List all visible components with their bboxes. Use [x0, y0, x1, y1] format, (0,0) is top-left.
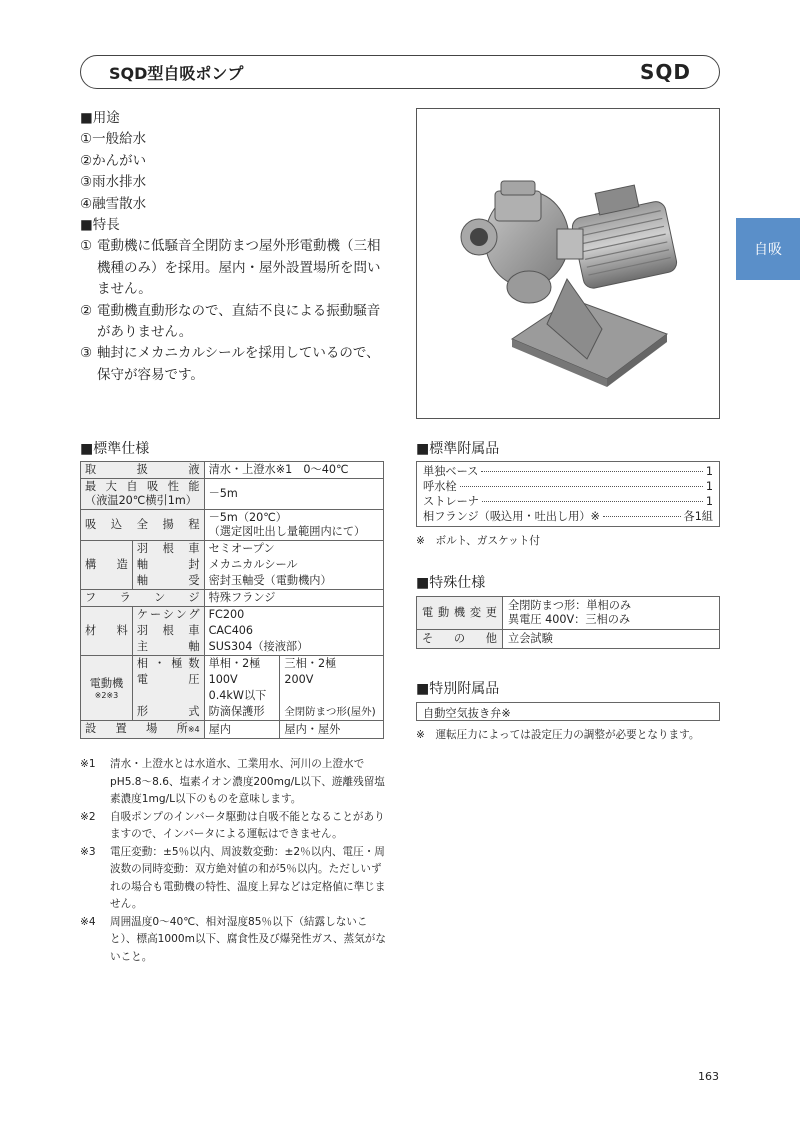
note-item: [80, 809, 390, 844]
accessories-title: ■ 標準附属品: [416, 438, 499, 458]
spec-group-note: ※2※3: [94, 690, 119, 700]
feature-text: 電動機に低騒音全閉防まつ屋外形電動機（三相: [97, 238, 381, 255]
spec-value: 屋内・屋外: [280, 721, 384, 739]
feature-number: ①: [80, 238, 93, 255]
spec-notes: [80, 756, 390, 966]
note-text: 周囲温度0～40℃、相対湿度85％以下（結露しないこと）、標高1000m以下、腐食性及び爆発性ガス、蒸気がないこと。: [110, 915, 386, 963]
feature-number: ③: [80, 345, 93, 362]
page-header: [80, 55, 720, 89]
accessory-name: 呼水栓: [423, 480, 457, 493]
spec-label-sub: （液温20℃横引1m）: [85, 494, 197, 507]
feature-text: 軸封にメカニカルシールを採用しているので、: [97, 345, 380, 362]
note-mark: ※1: [80, 758, 96, 770]
spec-label-note: ※4: [187, 725, 200, 734]
accessory-qty: 1: [705, 465, 713, 478]
usage-item: ④融雪散水: [80, 195, 147, 212]
product-code: SQD: [639, 60, 691, 84]
spec-value: FC200: [204, 607, 383, 624]
spec-label: 設置場所: [85, 722, 188, 735]
accessory-name: ストレーナ: [423, 495, 479, 508]
list-item: [423, 509, 713, 524]
table-row: [81, 590, 384, 607]
table-row: [81, 721, 384, 739]
spec-value: 三相・2極: [280, 656, 384, 673]
feature-text: 保守が容易です。: [97, 366, 204, 383]
table-row: [81, 656, 384, 673]
feature-text: 電動機直動形なので、直結不良による振動騒音: [97, 302, 381, 319]
feature-item: [80, 301, 400, 344]
features-heading: ■ 特長: [80, 215, 400, 236]
spec-value: メカニカルシール: [204, 557, 383, 573]
extra-note: ※ 運転圧力によっては設定圧力の調整が必要となります。: [416, 729, 700, 741]
accessories-list: [416, 461, 720, 527]
spec-label: 羽根車: [136, 624, 200, 637]
list-item: [423, 494, 713, 509]
spec-group-label: 材 料: [85, 624, 128, 637]
spec-label: 軸 封: [136, 558, 200, 571]
product-photo: [416, 108, 720, 419]
accessory-name: 相フランジ（吸込用・吐出し用）※: [423, 510, 600, 523]
table-row: [81, 479, 384, 510]
accessory-qty: 各1組: [683, 510, 713, 523]
accessory-name: 単独ベース: [423, 465, 479, 478]
spec-value: 密封玉軸受（電動機内）: [204, 573, 383, 590]
special-label: 電動機変更: [422, 606, 497, 619]
spec-label: 取 扱 液: [85, 463, 200, 476]
spec-table: [80, 461, 384, 739]
spec-group-label: 電動機: [89, 676, 124, 690]
usage-item: ②かんがい: [80, 152, 147, 169]
table-row: [417, 630, 720, 649]
spec-title: ■ 標準仕様: [80, 438, 149, 458]
usage-heading: ■ 用途: [80, 108, 400, 129]
spec-label: 羽根車: [136, 542, 200, 555]
note-item: [80, 756, 390, 809]
note-item: [80, 914, 390, 967]
spec-label: ケーシング: [136, 608, 200, 621]
spec-value: 全閉防まつ形(屋外): [280, 704, 384, 721]
table-row: [81, 607, 384, 624]
spec-group-label: 構 造: [85, 558, 128, 571]
note-mark: ※2: [80, 810, 96, 823]
accessories-note: ※ ボルト、ガスケット付: [416, 535, 540, 547]
pump-illustration: [417, 109, 719, 418]
spec-value: 100V: [204, 672, 280, 688]
spec-value: －5m: [204, 479, 383, 510]
special-value: 立会試験: [503, 630, 720, 649]
page-title: SQD型自吸ポンプ: [109, 63, 244, 83]
feature-number: ②: [80, 302, 93, 319]
feature-item: [80, 236, 400, 300]
extra-title: ■ 特別附属品: [416, 678, 499, 698]
spec-label: 最大自吸性能: [85, 480, 200, 493]
spec-value: 清水・上澄水※1 0～40℃: [204, 462, 383, 479]
note-text: 自吸ポンプのインバータ駆動は自吸不能となることがありますので、インバータによる運転はできません。: [110, 810, 385, 840]
special-title: ■ 特殊仕様: [416, 572, 485, 592]
note-mark: ※4: [80, 915, 96, 928]
feature-text: ません。: [97, 281, 152, 298]
special-label: そ の 他: [422, 632, 497, 645]
spec-label: フランジ: [85, 591, 200, 604]
spec-value: SUS304（接液部）: [204, 639, 383, 656]
page-number: 163: [698, 1070, 719, 1083]
table-row: [81, 541, 384, 558]
feature-text: 機種のみ）を採用。屋内・屋外設置場所を問い: [97, 259, 381, 276]
spec-value: 0.4kW以下: [204, 688, 280, 704]
spec-value: －5m（20℃）: [208, 511, 287, 524]
spec-label: 主 軸: [136, 640, 200, 653]
spec-value: 単相・2極: [204, 656, 280, 673]
usage-item: ①一般給水: [80, 131, 147, 148]
accessory-qty: 1: [705, 480, 713, 493]
special-value: 全閉防まつ形：単相のみ: [508, 599, 632, 612]
category-tab[interactable]: 自吸: [736, 218, 800, 280]
spec-value: 防滴保護形: [204, 704, 280, 721]
intro-section: [80, 108, 400, 386]
spec-value: 特殊フランジ: [204, 590, 383, 607]
accessory-qty: 1: [705, 495, 713, 508]
table-row: [417, 597, 720, 630]
list-item: [423, 464, 713, 479]
spec-label: 相・極数: [136, 657, 200, 670]
note-item: [80, 844, 390, 914]
note-text: 電圧変動：±5％以内、周波数変動：±2％以内、電圧・周波数の同時変動：双方絶対値の和が5％以内。ただしいずれの場合も電動機の特性、温度上昇などは定格値に準じません。: [110, 845, 386, 910]
spec-value: （選定図吐出し量範囲内にて）: [208, 525, 366, 538]
list-item: [423, 479, 713, 494]
note-mark: ※3: [80, 845, 96, 858]
table-row: [81, 510, 384, 541]
extra-item: 自動空気抜き弁※: [416, 702, 720, 721]
motor: [571, 185, 679, 290]
feature-text: がありません。: [97, 324, 193, 341]
note-text: 清水・上澄水とは水道水、工業用水、河川の上澄水でpH5.8～8.6、塩素イオン濃度200mg/L以下、遊離残留塩素濃度1mg/L以下のものを意味します。: [110, 758, 385, 805]
usage-item: ③雨水排水: [80, 174, 147, 191]
spec-value: CAC406: [204, 623, 383, 639]
spec-label: 形 式: [136, 705, 200, 718]
spec-label: 軸 受: [136, 574, 200, 587]
special-table: [416, 596, 720, 649]
spec-label: 電 圧: [136, 673, 200, 686]
spec-value: 200V: [280, 672, 384, 688]
special-value: 異電圧 400V：三相のみ: [508, 613, 631, 626]
spec-value: セミオープン: [204, 541, 383, 558]
table-row: [81, 462, 384, 479]
spec-label: 吸込全揚程: [85, 518, 200, 531]
feature-item: [80, 343, 400, 386]
spec-value: 屋内: [204, 721, 280, 739]
